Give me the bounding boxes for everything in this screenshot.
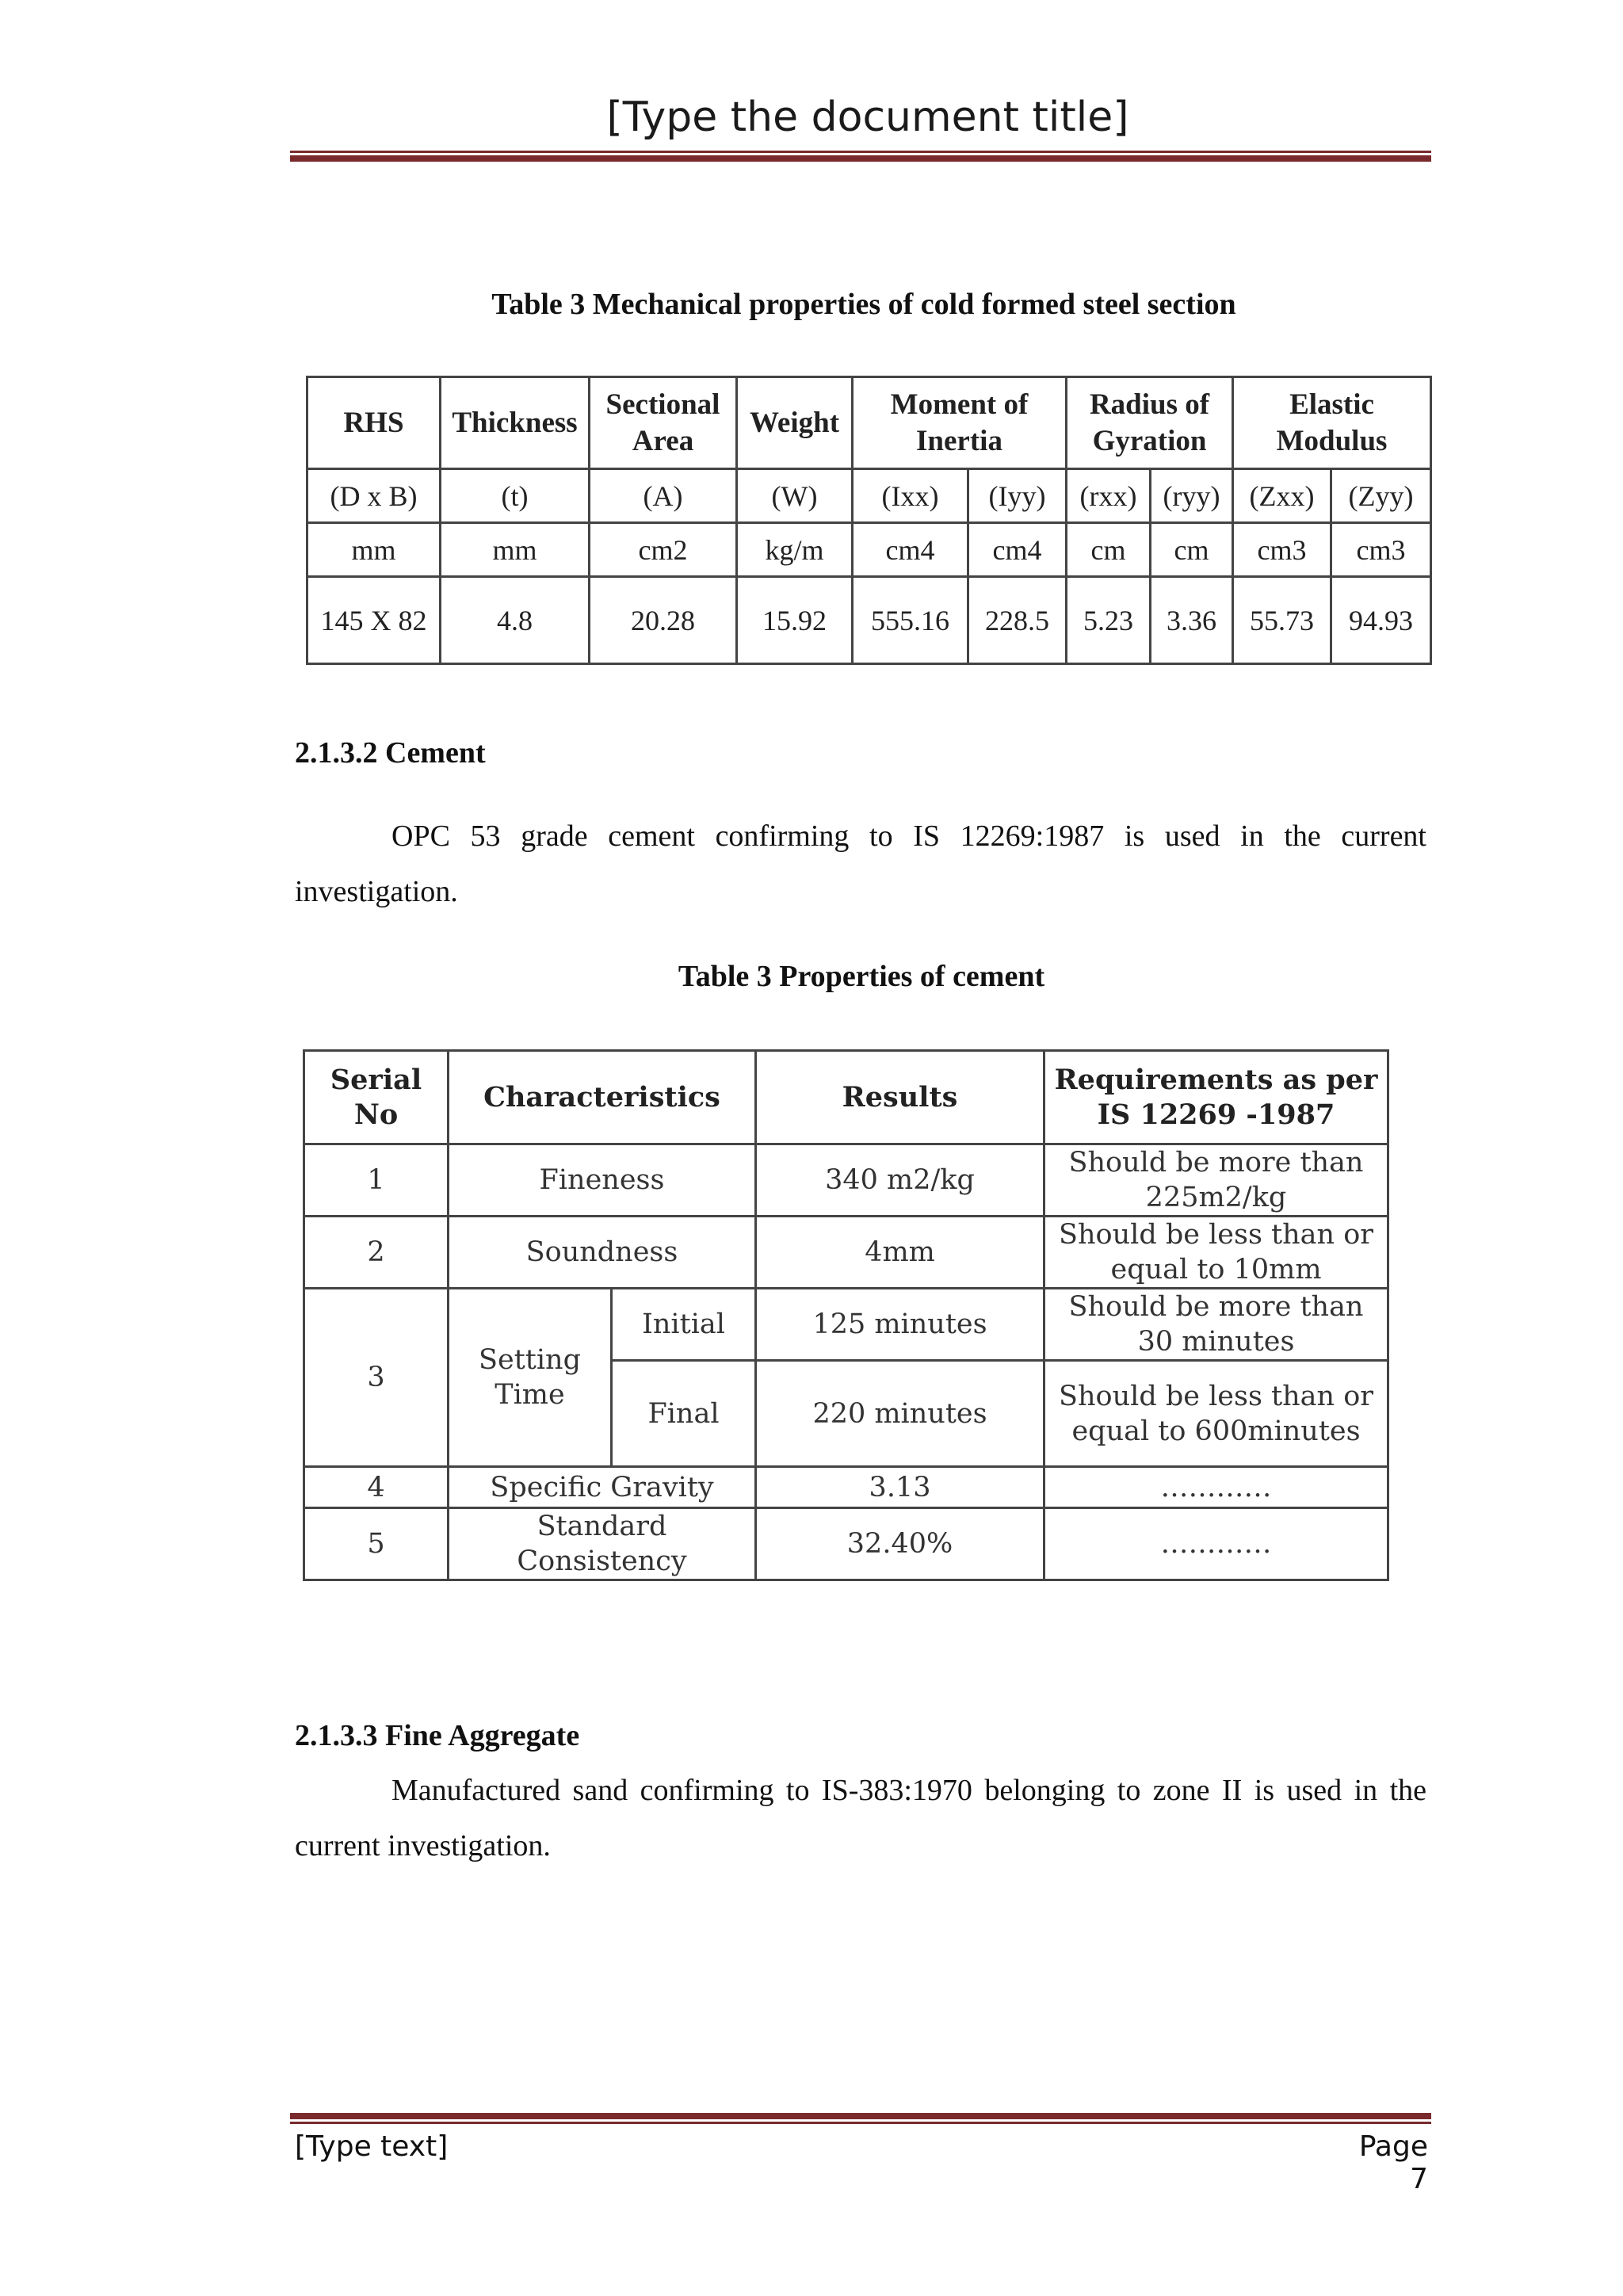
- requirement-cell: Should be more than 225m2/kg: [1044, 1144, 1388, 1217]
- requirement-cell: …………: [1044, 1467, 1388, 1508]
- value-cell: 94.93: [1331, 577, 1431, 664]
- serial-cell: 5: [304, 1508, 449, 1580]
- symbol-cell: (Iyy): [968, 469, 1067, 523]
- unit-cell: kg/m: [737, 523, 853, 577]
- unit-cell: cm4: [853, 523, 968, 577]
- document-title: [Type the document title]: [606, 94, 1129, 141]
- value-cell: 228.5: [968, 577, 1067, 664]
- table1-header-row: [307, 377, 1431, 469]
- sub-characteristic-cell: Initial: [612, 1289, 756, 1361]
- col-header-weight: Weight: [737, 377, 853, 469]
- characteristic-cell: Soundness: [449, 1217, 756, 1289]
- footer-text: [Type text]: [295, 2130, 449, 2163]
- serial-cell: 3: [304, 1289, 449, 1467]
- symbol-cell: (W): [737, 469, 853, 523]
- symbol-cell: (Zxx): [1233, 469, 1331, 523]
- symbol-cell: (Zyy): [1331, 469, 1431, 523]
- result-cell: 32.40%: [756, 1508, 1044, 1580]
- col-header-serial: Serial No: [304, 1051, 449, 1144]
- cement-properties-table: [303, 1049, 1389, 1581]
- result-cell: 220 minutes: [756, 1361, 1044, 1467]
- value-cell: 55.73: [1233, 577, 1331, 664]
- symbol-cell: (t): [441, 469, 590, 523]
- sub-characteristic-cell: Final: [612, 1361, 756, 1467]
- symbol-cell: (ryy): [1151, 469, 1233, 523]
- unit-cell: cm: [1067, 523, 1151, 577]
- table1-symbol-row: [307, 469, 1431, 523]
- col-header-results: Results: [756, 1051, 1044, 1144]
- symbol-cell: (Ixx): [853, 469, 968, 523]
- footer-rule-thick: [290, 2113, 1431, 2119]
- col-header-elastic-modulus: Elastic Modulus: [1233, 377, 1431, 469]
- col-header-thickness: Thickness: [441, 377, 590, 469]
- table2-caption: Table 3 Properties of cement: [678, 960, 1045, 993]
- col-header-requirements: Requirements as per IS 12269 -1987: [1044, 1051, 1388, 1144]
- value-cell: 20.28: [590, 577, 737, 664]
- requirement-cell: Should be less than or equal to 600minutes: [1044, 1361, 1388, 1467]
- characteristic-cell: Fineness: [449, 1144, 756, 1217]
- result-cell: 125 minutes: [756, 1289, 1044, 1361]
- table-row: [304, 1508, 1388, 1580]
- fine-aggregate-paragraph: Manufactured sand confirming to IS-383:1970 belonging to zone II is used in the current investigation.: [295, 1774, 1426, 1862]
- mechanical-properties-table: [306, 376, 1432, 665]
- characteristic-cell: Specific Gravity: [449, 1467, 756, 1508]
- unit-cell: cm: [1151, 523, 1233, 577]
- table2-header-row: [304, 1051, 1388, 1144]
- header-rule-thin: [290, 151, 1431, 153]
- symbol-cell: (rxx): [1067, 469, 1151, 523]
- table1-caption: Table 3 Mechanical properties of cold formed steel section: [491, 288, 1236, 321]
- unit-cell: cm2: [590, 523, 737, 577]
- serial-cell: 1: [304, 1144, 449, 1217]
- col-header-moment-of-inertia: Moment of Inertia: [853, 377, 1067, 469]
- characteristic-cell: Standard Consistency: [449, 1508, 756, 1580]
- cement-paragraph: OPC 53 grade cement confirming to IS 12269:1987 is used in the current investigation.: [295, 819, 1426, 908]
- value-cell: 15.92: [737, 577, 853, 664]
- table1-value-row: [307, 577, 1431, 664]
- page-number: Page 7: [1358, 2130, 1428, 2195]
- col-header-characteristics: Characteristics: [449, 1051, 756, 1144]
- symbol-cell: (A): [590, 469, 737, 523]
- unit-cell: mm: [441, 523, 590, 577]
- footer-rule-thin: [290, 2122, 1431, 2124]
- col-header-sectional-area: Sectional Area: [590, 377, 737, 469]
- table-row: [304, 1289, 1388, 1361]
- section-heading-cement: 2.1.3.2 Cement: [295, 736, 486, 770]
- unit-cell: cm4: [968, 523, 1067, 577]
- requirement-cell: Should be less than or equal to 10mm: [1044, 1217, 1388, 1289]
- value-cell: 5.23: [1067, 577, 1151, 664]
- value-cell: 3.36: [1151, 577, 1233, 664]
- value-cell: 4.8: [441, 577, 590, 664]
- table-row: [304, 1144, 1388, 1217]
- unit-cell: cm3: [1233, 523, 1331, 577]
- requirement-cell: …………: [1044, 1508, 1388, 1580]
- result-cell: 3.13: [756, 1467, 1044, 1508]
- serial-cell: 4: [304, 1467, 449, 1508]
- unit-cell: cm3: [1331, 523, 1431, 577]
- header-rule-thick: [290, 155, 1431, 162]
- section-heading-fine-aggregate: 2.1.3.3 Fine Aggregate: [295, 1719, 580, 1752]
- requirement-cell: Should be more than 30 minutes: [1044, 1289, 1388, 1361]
- result-cell: 4mm: [756, 1217, 1044, 1289]
- symbol-cell: (D x B): [307, 469, 441, 523]
- unit-cell: mm: [307, 523, 441, 577]
- col-header-rhs: RHS: [307, 377, 441, 469]
- characteristic-cell: Setting Time: [449, 1289, 612, 1467]
- col-header-radius-of-gyration: Radius of Gyration: [1067, 377, 1233, 469]
- serial-cell: 2: [304, 1217, 449, 1289]
- table-row: [304, 1467, 1388, 1508]
- value-cell: 555.16: [853, 577, 968, 664]
- table1-unit-row: [307, 523, 1431, 577]
- value-cell: 145 X 82: [307, 577, 441, 664]
- table-row: [304, 1217, 1388, 1289]
- result-cell: 340 m2/kg: [756, 1144, 1044, 1217]
